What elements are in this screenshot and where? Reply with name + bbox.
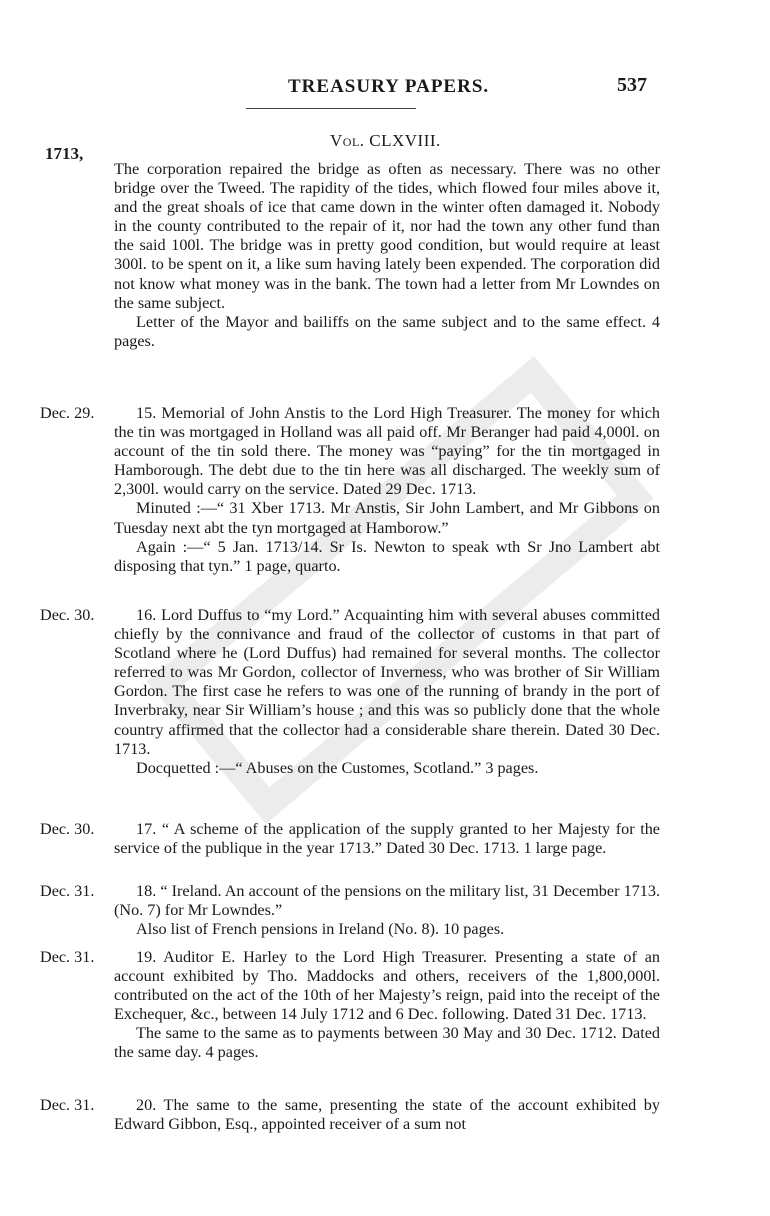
- entry-text: 19. Auditor E. Harley to the Lord High Treasurer. Presenting a state of an account exhibited by Tho. Maddocks and others, receivers of the 1,800,000l. contributed on the act of the 10th of her Majesty’s reign, paid into the receipt of the Exchequer, &c., between 14 July 1712 and 6 Dec. following. Dated 31 Dec. 1713.: [114, 948, 660, 1024]
- entry-date: Dec. 29.: [40, 404, 95, 422]
- watermark: [120, 280, 680, 900]
- header-rule: [246, 108, 416, 109]
- entry-also: Also list of French pensions in Ireland (No. 8). 10 pages.: [136, 920, 505, 939]
- entry-15: [114, 404, 660, 576]
- entry-20: [114, 1096, 660, 1134]
- entry-18: [114, 882, 660, 939]
- intro-letter-paragraph: Letter of the Mayor and bailiffs on the same subject and to the same effect. 4 pages.: [114, 312, 660, 350]
- volume-heading: Vol. CLXVIII.: [330, 131, 441, 150]
- intro-block: [114, 160, 660, 351]
- entry-same: The same to the same as to payments between 30 May and 30 Dec. 1712. Dated the same day. 4 pages.: [114, 1024, 660, 1062]
- entry-text: 20. The same to the same, presenting the state of the account exhibited by Edward Gibbon, Esq., appointed receiver of a sum not: [114, 1096, 660, 1134]
- entry-text: 17. “ A scheme of the application of the supply granted to her Majesty for the service of the publique in the year 1713.” Dated 30 Dec. 1713. 1 large page.: [114, 820, 660, 858]
- entry-docquetted: Docquetted :—“ Abuses on the Customes, Scotland.” 3 pages.: [136, 758, 539, 777]
- running-header-title: TREASURY PAPERS.: [288, 76, 490, 97]
- entry-text: 15. Memorial of John Anstis to the Lord High Treasurer. The money for which the tin was mortgaged in Holland was all paid off. Mr Beranger had paid 4,000l. on account of the tin sold there. The money was “paying” for the tin mortgaged in Hamborough. The debt due to the tin here was all discharged. The weekly sum of 2,300l. would carry on the service. Dated 29 Dec. 1713.: [114, 404, 660, 499]
- entry-date: Dec. 31.: [40, 948, 95, 966]
- entry-date: Dec. 30.: [40, 606, 95, 624]
- intro-paragraph: The corporation repaired the bridge as often as necessary. There was no other bridge over the Tweed. The rapidity of the tides, which flowed four miles above it, and the great shoals of ice that came down in the winter often damaged it. Nobody in the county contributed to the repair of it, nor had the town any other fund than the said 100l. The bridge was in pretty good condition, but would require at least 300l. to be spent on it, a like sum having lately been expended. The corporation did not know what money was in the bank. The town had a letter from Mr Lowndes on the same subject.: [114, 160, 660, 312]
- page-number: 537: [617, 74, 647, 96]
- entry-16: [114, 606, 660, 778]
- entry-date: Dec. 30.: [40, 820, 95, 838]
- entry-19: [114, 948, 660, 1063]
- entry-date: Dec. 31.: [40, 882, 95, 900]
- entry-date: Dec. 31.: [40, 1096, 95, 1114]
- entry-17: [114, 820, 660, 858]
- entry-minuted: Minuted :—“ 31 Xber 1713. Mr Anstis, Sir John Lambert, and Mr Gibbons on Tuesday next abt the tyn mortgaged at Hamborow.”: [114, 499, 660, 537]
- entry-text: 16. Lord Duffus to “my Lord.” Acquainting him with several abuses committed chiefly by the connivance and fraud of the collector of customs in that part of Scotland where he (Lord Duffus) had remained for several months. The collector referred to was Mr Gordon, collector of Inverness, who was brother of Sir William Gordon. The first case he refers to was one of the running of brandy in the port of Inverbraky, near Sir William’s house ; and this was so publicly done that the whole country affirmed that the collector had a considerable share therein. Dated 30 Dec. 1713.: [114, 606, 660, 758]
- entry-text: 18. “ Ireland. An account of the pensions on the military list, 31 December 1713. (No. 7) for Mr Lowndes.”: [114, 882, 660, 920]
- entry-again: Again :—“ 5 Jan. 1713/14. Sr Is. Newton to speak wth Sr Jno Lambert abt disposing that tyn.” 1 page, quarto.: [114, 537, 660, 575]
- margin-year: 1713,: [45, 144, 84, 163]
